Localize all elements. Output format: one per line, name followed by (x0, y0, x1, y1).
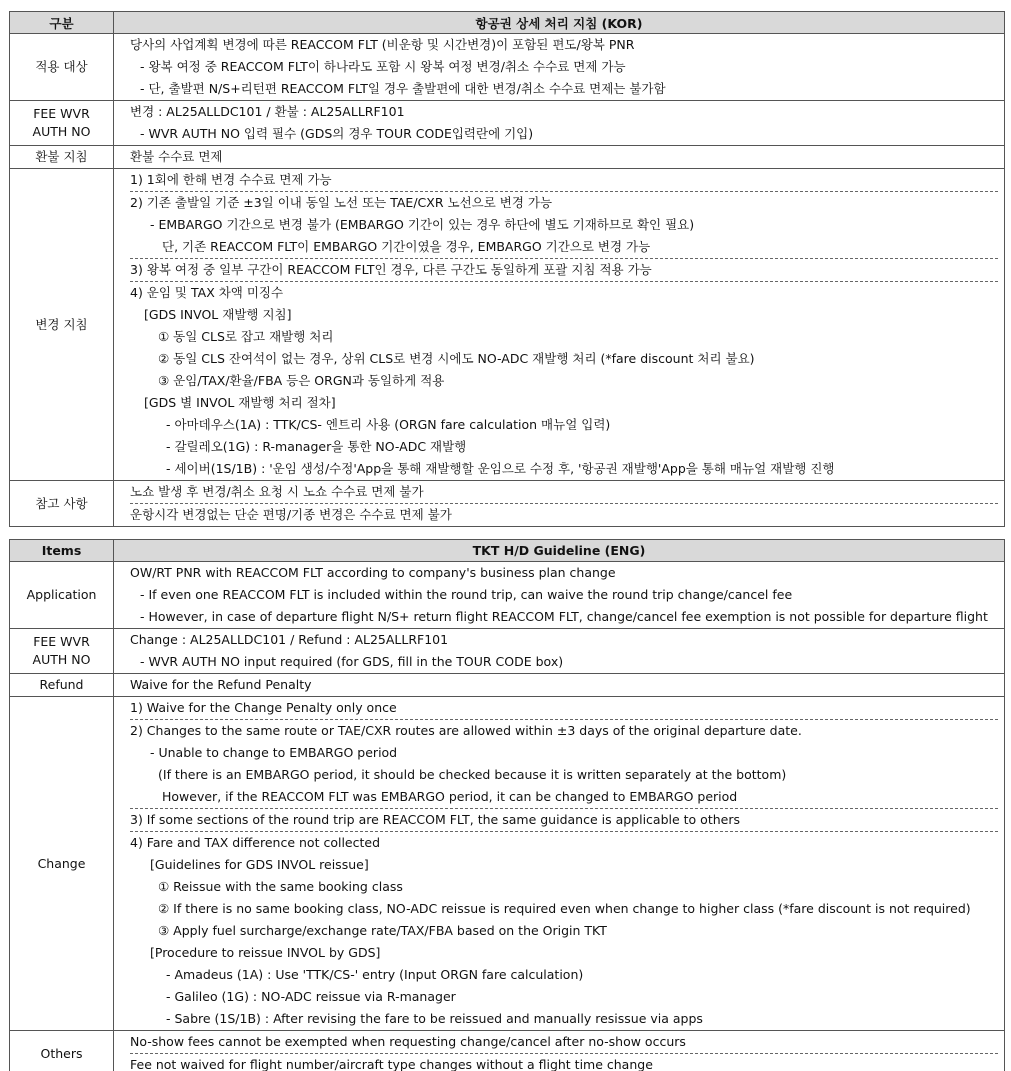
change-item-1 (130, 697, 998, 719)
others-content (114, 1031, 1005, 1071)
text-line: [Guidelines for GDS INVOL reissue] (150, 857, 369, 872)
text-line: 3) If some sections of the round trip are REACCOM FLT, the same guidance is applicable to others (130, 812, 740, 827)
label-line: FEE WVR (33, 106, 90, 121)
text-line: 1) 1회에 한해 변경 수수료 면제 가능 (130, 172, 332, 187)
application-content (114, 34, 1005, 101)
row-others (10, 481, 1005, 527)
header-category: Items (10, 540, 114, 562)
category-label: Refund (10, 674, 114, 697)
category-label (10, 629, 114, 674)
label-line: AUTH NO (32, 652, 91, 667)
text-line: - EMBARGO 기간으로 변경 불가 (EMBARGO 기간이 있는 경우 하단에 별도 기재하므로 확인 필요) (150, 217, 695, 232)
row-application (10, 562, 1005, 629)
text-line: Waive for the Refund Penalty (130, 677, 312, 692)
change-item-3 (130, 808, 998, 831)
change-item-4 (130, 281, 998, 480)
text-line: 4) Fare and TAX difference not collected (130, 835, 380, 850)
text-line: 환불 수수료 면제 (130, 149, 223, 164)
fee-wvr-content (114, 101, 1005, 146)
text-line: - 세이버(1S/1B) : '운임 생성/수정'App을 통해 재발행할 운임으로 수정 후, '항공권 재발행'App을 통해 매뉴얼 재발행 진행 (166, 461, 835, 476)
text-line: ③ 운임/TAX/환율/FBA 등은 ORGN과 동일하게 적용 (158, 373, 445, 388)
text-line: ① Reissue with the same booking class (158, 879, 403, 894)
text-line: - Unable to change to EMBARGO period (150, 745, 398, 760)
text-line: 2) Changes to the same route or TAE/CXR routes are allowed within ±3 days of the original departure date. (130, 723, 802, 738)
others-item-1 (130, 1031, 998, 1053)
text-line: ③ Apply fuel surcharge/exchange rate/TAX/FBA based on the Origin TKT (158, 923, 607, 938)
change-item-2 (130, 719, 998, 808)
text-line: 노쇼 발생 후 변경/취소 요청 시 노쇼 수수료 면제 불가 (130, 484, 424, 499)
label-line: AUTH NO (32, 124, 91, 139)
row-application (10, 34, 1005, 101)
header-title: TKT H/D Guideline (ENG) (114, 540, 1005, 562)
text-line: 2) 기존 출발일 기준 ±3일 이내 동일 노선 또는 TAE/CXR 노선으로 변경 가능 (130, 195, 553, 210)
guideline-table-kor (9, 11, 1005, 527)
row-others (10, 1031, 1005, 1071)
change-item-3 (130, 258, 998, 281)
guideline-table-eng (9, 539, 1005, 1071)
text-line: No-show fees cannot be exempted when requesting change/cancel after no-show occurs (130, 1034, 686, 1049)
others-content (114, 481, 1005, 527)
refund-content (114, 146, 1005, 169)
row-fee-wvr (10, 629, 1005, 674)
category-label: Others (10, 1031, 114, 1071)
text-line: - 왕복 여정 중 REACCOM FLT이 하나라도 포함 시 왕복 여정 변경/취소 수수료 면제 가능 (140, 59, 626, 74)
others-item-2 (130, 503, 998, 526)
text-line: ② 동일 CLS 잔여석이 없는 경우, 상위 CLS로 변경 시에도 NO-ADC 재발행 처리 (*fare discount 처리 불요) (158, 351, 755, 366)
text-line: - Galileo (1G) : NO-ADC reissue via R-manager (166, 989, 456, 1004)
change-item-1 (130, 169, 998, 191)
change-content (114, 697, 1005, 1031)
category-label: 참고 사항 (10, 481, 114, 527)
text-line: (If there is an EMBARGO period, it should be checked because it is written separately at the bottom) (158, 767, 787, 782)
application-content (114, 562, 1005, 629)
fee-wvr-content (114, 629, 1005, 674)
table-header-kor (10, 12, 1005, 34)
category-label (10, 101, 114, 146)
row-refund (10, 674, 1005, 697)
change-content (114, 169, 1005, 481)
text-line: [GDS 별 INVOL 재발행 처리 절차] (144, 395, 336, 410)
text-line: 1) Waive for the Change Penalty only once (130, 700, 397, 715)
text-line: Fee not waived for flight number/aircraft type changes without a flight time change (130, 1057, 653, 1071)
category-label: 변경 지침 (10, 169, 114, 481)
text-line: 4) 운임 및 TAX 차액 미징수 (130, 285, 284, 300)
text-line: Change : AL25ALLDC101 / Refund : AL25ALLRF101 (130, 632, 449, 647)
text-line: [Procedure to reissue INVOL by GDS] (150, 945, 381, 960)
text-line: - Sabre (1S/1B) : After revising the fare to be reissued and manually resissue via apps (166, 1011, 703, 1026)
category-label: Application (10, 562, 114, 629)
text-line: ② If there is no same booking class, NO-ADC reissue is required even when change to higher class (*fare discount is not required) (158, 901, 971, 916)
label-line: FEE WVR (33, 634, 90, 649)
row-refund (10, 146, 1005, 169)
category-label: 환불 지침 (10, 146, 114, 169)
text-line: 당사의 사업계획 변경에 따른 REACCOM FLT (비운항 및 시간변경)이 포함된 편도/왕복 PNR (130, 37, 635, 52)
change-item-2 (130, 191, 998, 258)
table-header-eng (10, 540, 1005, 562)
text-line: However, if the REACCOM FLT was EMBARGO period, it can be changed to EMBARGO period (162, 789, 738, 804)
text-line: - However, in case of departure flight N/S+ return flight REACCOM FLT, change/cancel fee exemption is not possible for departure flight (140, 609, 988, 624)
header-title: 항공권 상세 처리 지침 (KOR) (114, 12, 1005, 34)
text-line: ① 동일 CLS로 잡고 재발행 처리 (158, 329, 334, 344)
text-line: 운항시각 변경없는 단순 편명/기종 변경은 수수료 면제 불가 (130, 507, 452, 522)
refund-content (114, 674, 1005, 697)
category-label: 적용 대상 (10, 34, 114, 101)
text-line: 단, 기존 REACCOM FLT이 EMBARGO 기간이였을 경우, EMBARGO 기간으로 변경 가능 (162, 239, 651, 254)
change-item-4 (130, 831, 998, 1030)
text-line: [GDS INVOL 재발행 지침] (144, 307, 292, 322)
text-line: - WVR AUTH NO 입력 필수 (GDS의 경우 TOUR CODE입력란에 기입) (140, 126, 534, 141)
text-line: 3) 왕복 여정 중 일부 구간이 REACCOM FLT인 경우, 다른 구간도 동일하게 포괄 지침 적용 가능 (130, 262, 652, 277)
category-label: Change (10, 697, 114, 1031)
row-fee-wvr (10, 101, 1005, 146)
row-change (10, 697, 1005, 1031)
others-item-2 (130, 1053, 998, 1071)
text-line: OW/RT PNR with REACCOM FLT according to company's business plan change (130, 565, 616, 580)
header-category: 구분 (10, 12, 114, 34)
text-line: 변경 : AL25ALLDC101 / 환불 : AL25ALLRF101 (130, 104, 405, 119)
text-line: - Amadeus (1A) : Use 'TTK/CS-' entry (Input ORGN fare calculation) (166, 967, 584, 982)
text-line: - If even one REACCOM FLT is included within the round trip, can waive the round trip change/cancel fee (140, 587, 793, 602)
others-item-1 (130, 481, 998, 503)
text-line: - 단, 출발편 N/S+리턴편 REACCOM FLT일 경우 출발편에 대한 변경/취소 수수료 면제는 불가함 (140, 81, 666, 96)
text-line: - WVR AUTH NO input required (for GDS, fill in the TOUR CODE box) (140, 654, 564, 669)
text-line: - 아마데우스(1A) : TTK/CS- 엔트리 사용 (ORGN fare calculation 매뉴얼 입력) (166, 417, 611, 432)
row-change (10, 169, 1005, 481)
text-line: - 갈릴레오(1G) : R-manager을 통한 NO-ADC 재발행 (166, 439, 467, 454)
